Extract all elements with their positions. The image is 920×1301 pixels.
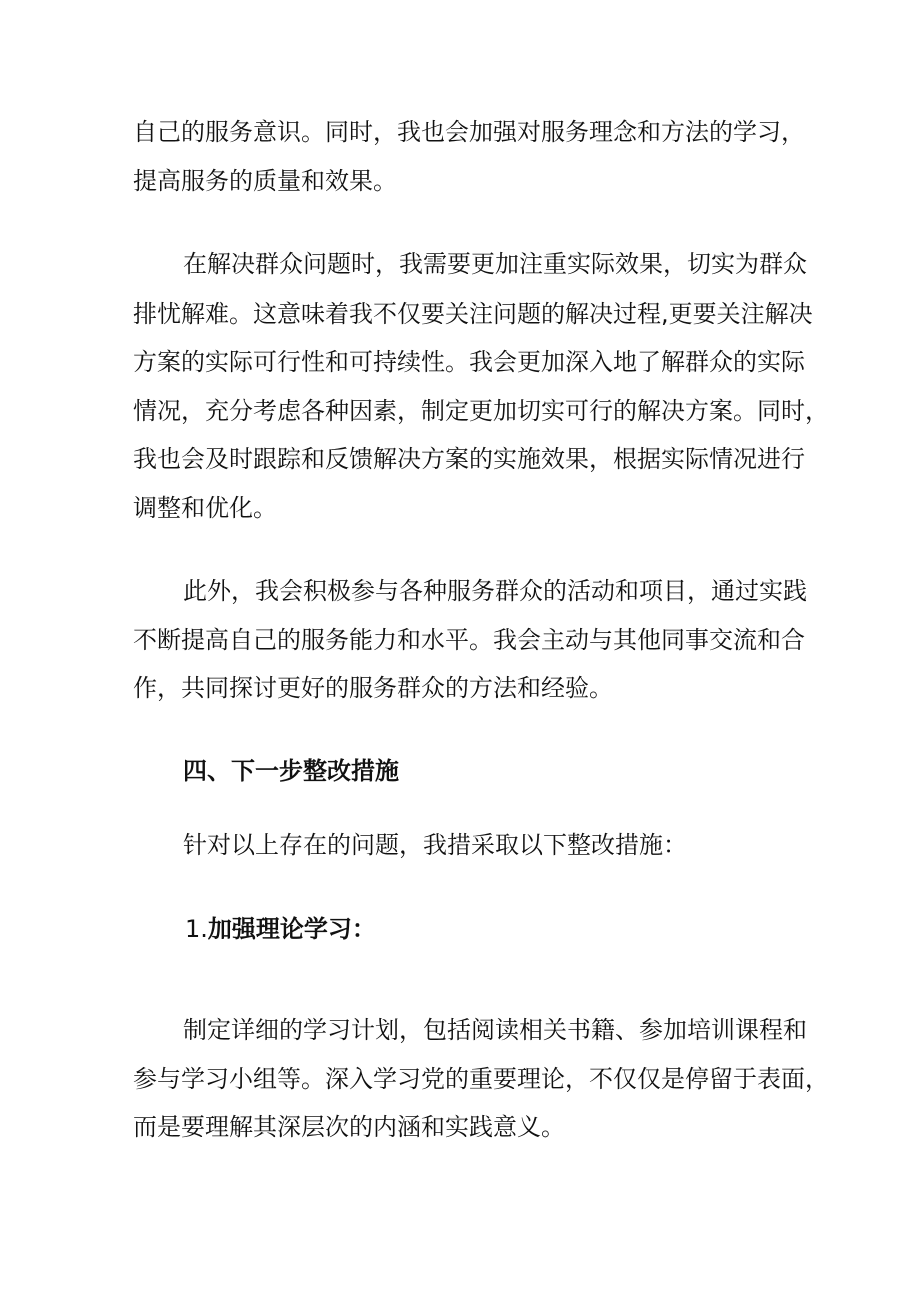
final-paragraph-line-2: 参与学习小组等。深入学习党的重要理论，不仅仅是停留于表面， <box>133 1065 829 1093</box>
paragraph-2-line-2: 排忧解难。这意味着我不仅要关注问题的解决过程,更要关注解决 <box>133 300 813 328</box>
subheading-text: 加强理论学习： <box>207 915 376 943</box>
final-paragraph-line-1: 制定详细的学习计划，包括阅读相关书籍、参加培训课程和 <box>183 1016 807 1044</box>
final-paragraph-line-3: 而是要理解其深层次的内涵和实践意义。 <box>133 1113 565 1141</box>
paragraph-2-line-4: 情况，充分考虑各种因素，制定更加切实可行的解决方案。同时， <box>133 397 829 425</box>
paragraph-2-line-1: 在解决群众问题时，我需要更加注重实际效果，切实为群众 <box>183 250 807 278</box>
paragraph-2-line-6: 调整和优化。 <box>133 494 277 522</box>
section-heading: 四、下一步整改措施 <box>183 757 399 785</box>
paragraph-1-line-2: 提高服务的质量和效果。 <box>133 167 397 195</box>
paragraph-2-line-3: 方案的实际可行性和可持续性。我会更加深入地了解群众的实际 <box>133 348 805 376</box>
paragraph-3-line-3: 作，共同探讨更好的服务群众的方法和经验。 <box>133 674 613 702</box>
intro-text: 针对以上存在的问题，我措采取以下整改措施： <box>183 831 687 859</box>
subheading-number: 1. <box>185 915 208 943</box>
paragraph-1-line-1: 自己的服务意识。同时，我也会加强对服务理念和方法的学习， <box>133 118 805 146</box>
paragraph-3-line-2: 不断提高自己的服务能力和水平。我会主动与其他同事交流和合 <box>133 626 805 654</box>
paragraph-2-line-5: 我也会及时跟踪和反馈解决方案的实施效果，根据实际情况进行 <box>133 445 805 473</box>
subheading <box>185 914 376 944</box>
paragraph-3-line-1: 此外，我会积极参与各种服务群众的活动和项目，通过实践 <box>183 577 807 605</box>
